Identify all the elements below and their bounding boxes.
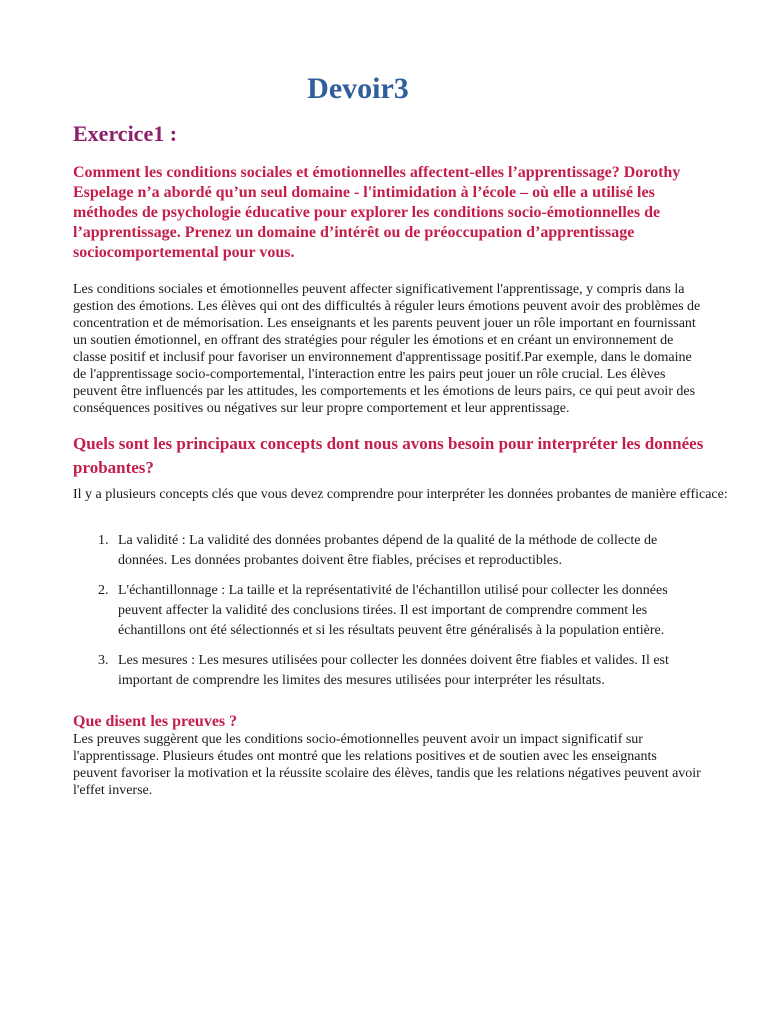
- paragraph-1: Les conditions sociales et émotionnelles peuvent affecter significativement l'apprentissage, y compris dans la gestion des émotions. Les élèves qui ont des difficultés à réguler leurs émotions peuvent avoir des problèmes de concentration et de mémorisation. Les enseignants et les parents peuvent jouer un rôle important en fournissant un soutien émotionnel, en offrant des stratégies pour réguler les émotions et en créant un environnement de classe positif et inclusif pour favoriser un environnement d'apprentissage positif.Par exemple, dans le domaine de l'apprentissage socio-comportemental, l'interaction entre les pairs peut jouer un rôle crucial. Les élèves peuvent être influencés par les attitudes, les comportements et les émotions de leurs pairs, ce qui peut avoir des conséquences positives ou négatives sur leur propre comportement et leur apprentissage.: [73, 282, 701, 416]
- evidence-heading: Que disent les preuves ?: [73, 713, 238, 730]
- concepts-list: [98, 531, 704, 701]
- exercise-heading: Exercice1 :: [73, 121, 178, 146]
- paragraph-3: Les preuves suggèrent que les conditions socio-émotionnelles peuvent avoir un impact significatif sur l'apprentissage. Plusieurs études ont montré que les relations positives et de soutien avec les enseignants peuvent favoriser la motivation et la réussite scolaire des élèves, tandis que les relations négatives peuvent avoir l'effet inverse.: [73, 732, 701, 798]
- list-item-number: 3.: [98, 653, 109, 668]
- list-item: [98, 531, 704, 571]
- paragraph-2: Il y a plusieurs concepts clés que vous devez comprendre pour interpréter les données probantes de manière efficace:: [73, 487, 728, 502]
- list-item: [98, 581, 704, 641]
- list-item-text: Les mesures : Les mesures utilisées pour collecter les données doivent être fiables et valides. Il est important de comprendre les limites des mesures utilisées pour interpréter les résultats.: [118, 653, 669, 688]
- concepts-heading: Quels sont les principaux concepts dont nous avons besoin pour interpréter les données probantes?: [73, 434, 704, 477]
- list-item-number: 2.: [98, 583, 109, 598]
- list-item-text: L'échantillonnage : La taille et la représentativité de l'échantillon utilisé pour collecter les données peuvent affecter la validité des conclusions tirées. Il est important de comprendre comment les échantillons ont été sélectionnés et si les résultats peuvent être généralisés à la population entière.: [118, 583, 668, 638]
- document-title: Devoir3: [307, 72, 409, 105]
- list-item-number: 1.: [98, 533, 109, 548]
- list-item: [98, 651, 704, 691]
- list-item-text: La validité : La validité des données probantes dépend de la qualité de la méthode de collecte de données. Les données probantes doivent être fiables, précises et reproductibles.: [118, 533, 658, 568]
- intro-question: Comment les conditions sociales et émotionnelles affectent-elles l’apprentissage? Dorothy Espelage n’a abordé qu’un seul domaine - l'intimidation à l’école – où elle a utilisé les méthodes de psychologie éducative pour explorer les conditions socio-émotionnelles de l’apprentissage. Prenez un domaine d’intérêt ou de préoccupation d’apprentissage sociocomportemental pour vous.: [73, 164, 681, 261]
